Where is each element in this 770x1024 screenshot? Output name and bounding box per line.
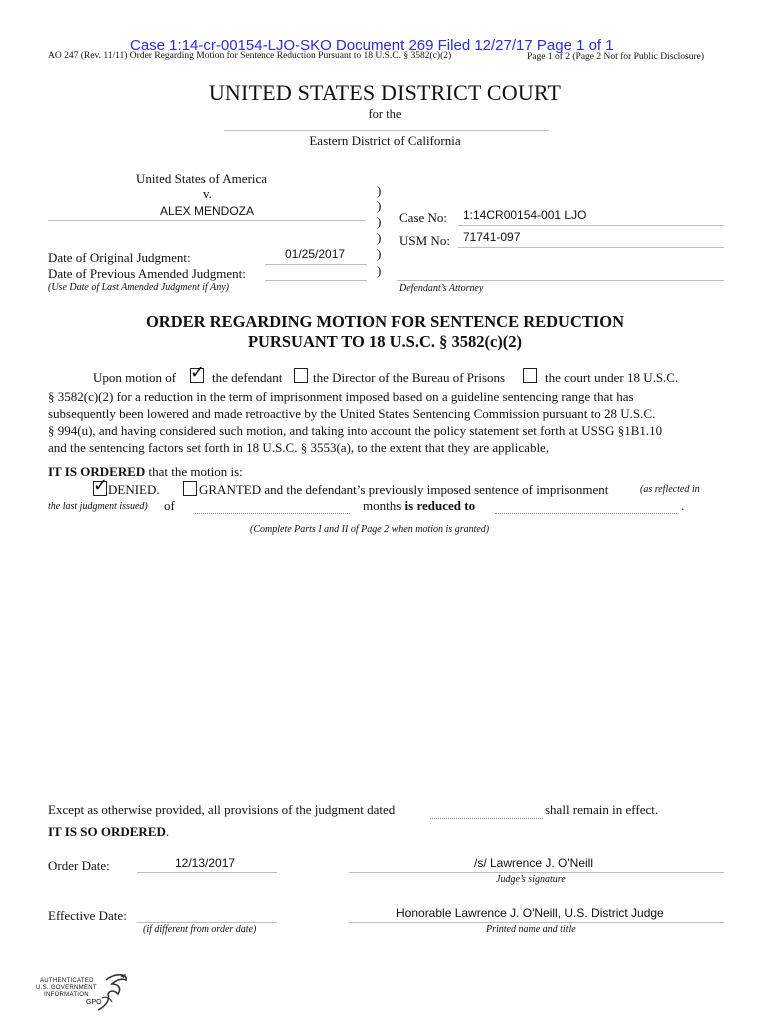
ordered-rest: that the motion is: bbox=[148, 464, 243, 479]
effective-note: (if different from order date) bbox=[143, 924, 257, 935]
except-text: Except as otherwise provided, all provisions of the judgment dated bbox=[48, 802, 396, 817]
orig-judgment-date[interactable]: 01/25/2017 bbox=[285, 247, 346, 261]
gpo-line3: INFORMATION bbox=[44, 992, 89, 998]
granted-checkbox[interactable] bbox=[183, 481, 197, 496]
order-period: . bbox=[681, 498, 685, 513]
signature-field[interactable]: /s/ Lawrence J. O'Neill bbox=[474, 856, 593, 870]
printed-name-label: Printed name and title bbox=[486, 924, 576, 935]
usm-no-rule bbox=[458, 247, 724, 248]
opt-court: the court under 18 U.S.C. bbox=[545, 370, 679, 385]
check-icon: ✓ bbox=[190, 362, 206, 383]
it-is-ordered bbox=[48, 464, 243, 480]
district-rule bbox=[224, 130, 549, 131]
order-date-label: Order Date: bbox=[48, 858, 110, 873]
effective-date-rule bbox=[137, 922, 277, 923]
of-word: of bbox=[164, 498, 175, 513]
paren: ) bbox=[377, 214, 382, 229]
signature-rule bbox=[349, 872, 724, 873]
plaintiff: United States of America bbox=[136, 171, 268, 186]
gpo-logo bbox=[36, 970, 136, 1015]
opt-bop: the Director of the Bureau of Prisons bbox=[313, 370, 506, 385]
remain-text: shall remain in effect. bbox=[545, 802, 659, 817]
paren: ) bbox=[377, 198, 382, 213]
form-id: AO 247 (Rev. 11/11) Order Regarding Motion for Sentence Reduction Pursuant to 18 U.S.C. § 3582(c)(2) bbox=[48, 51, 452, 61]
printed-name-field[interactable]: Honorable Lawrence J. O'Neill, U.S. District Judge bbox=[396, 906, 664, 920]
order-heading-line1: ORDER REGARDING MOTION FOR SENTENCE REDUCTION bbox=[145, 312, 625, 331]
versus: v. bbox=[203, 186, 212, 201]
court-checkbox[interactable] bbox=[523, 368, 537, 383]
motion-line-3: subsequently been lowered and made retroactive by the United States Sentencing Commission pursuant to 28 U.S.C. bbox=[48, 406, 656, 421]
order-date-rule bbox=[137, 872, 277, 873]
filing-stamp: Case 1:14-cr-00154-LJO-SKO Document 269 Filed 12/27/17 Page 1 of 1 bbox=[130, 37, 614, 54]
last-judgment: the last judgment issued) bbox=[48, 501, 148, 512]
district-name: Eastern District of California bbox=[309, 133, 461, 148]
ordered-bold: IT IS ORDERED bbox=[48, 464, 146, 479]
judgment-dated-rule bbox=[430, 818, 543, 819]
page-info: Page 1 of 2 (Page 2 Not for Public Disclosure) bbox=[527, 52, 705, 62]
check-icon: ✓ bbox=[93, 475, 109, 496]
court-title: UNITED STATES DISTRICT COURT bbox=[208, 80, 562, 105]
paren: ) bbox=[377, 246, 382, 261]
prev-amended-label: Date of Previous Amended Judgment: bbox=[48, 266, 246, 281]
paren: ) bbox=[377, 183, 382, 198]
so-ordered bbox=[48, 824, 169, 840]
so-ordered-bold: IT IS SO ORDERED bbox=[48, 824, 166, 839]
case-no-rule bbox=[458, 225, 724, 226]
order-heading-line2: PURSUANT TO 18 U.S.C. § 3582(c)(2) bbox=[247, 332, 523, 351]
motion-line-2: § 3582(c)(2) for a reduction in the term of imprisonment imposed based on a guideline sentencing range that has bbox=[48, 389, 634, 404]
case-no-label: Case No: bbox=[399, 210, 448, 225]
defendant-checkbox[interactable] bbox=[190, 362, 206, 383]
attorney-rule bbox=[397, 280, 724, 281]
defendant-rule bbox=[48, 220, 366, 221]
effective-date-label: Effective Date: bbox=[48, 908, 127, 923]
attorney-label: Defendant’s Attorney bbox=[399, 283, 484, 294]
months-label bbox=[363, 498, 475, 514]
for-the: for the bbox=[368, 107, 402, 121]
prev-amended-note: (Use Date of Last Amended Judgment if Any) bbox=[48, 282, 229, 293]
bop-checkbox[interactable] bbox=[294, 368, 308, 383]
usm-no-label: USM No: bbox=[399, 233, 450, 248]
orig-judgment-rule bbox=[265, 264, 367, 265]
gpo-line4: GPO bbox=[86, 999, 102, 1006]
printed-name-rule bbox=[349, 922, 724, 923]
motion-line-4: § 994(u), and having considered such motion, and taking into account the policy statement set forth at USSG §1B1.10 bbox=[48, 423, 663, 438]
denied-checkbox[interactable] bbox=[93, 475, 109, 496]
granted-label: GRANTED and the defendant’s previously imposed sentence of imprisonment bbox=[199, 482, 609, 497]
prev-amended-rule bbox=[265, 280, 367, 281]
usm-no-field[interactable]: 71741-097 bbox=[463, 230, 521, 244]
gpo-line2: U.S. GOVERNMENT bbox=[36, 985, 97, 991]
motion-intro: Upon motion of bbox=[93, 370, 177, 385]
so-ordered-period: . bbox=[165, 824, 170, 839]
opt-defendant: the defendant bbox=[212, 370, 283, 385]
case-no-field[interactable]: 1:14CR00154-001 LJO bbox=[463, 208, 587, 222]
paren: ) bbox=[377, 230, 382, 245]
motion-line-5: and the sentencing factors set forth in 18 U.S.C. § 3553(a), to the extent that they are applicable, bbox=[48, 440, 550, 455]
paren: ) bbox=[377, 263, 382, 278]
gpo-line1: AUTHENTICATED bbox=[40, 978, 94, 984]
order-date-field[interactable]: 12/13/2017 bbox=[175, 856, 236, 870]
defendant-name: ALEX MENDOZA bbox=[160, 204, 255, 218]
original-months-rule bbox=[195, 513, 350, 514]
orig-judgment-label: Date of Original Judgment: bbox=[48, 250, 191, 265]
complete-note: (Complete Parts I and II of Page 2 when motion is granted) bbox=[250, 524, 490, 535]
months-word: months bbox=[363, 498, 402, 513]
signature-label: Judge’s signature bbox=[496, 874, 566, 885]
reduced-months-rule bbox=[495, 513, 677, 514]
denied-label: DENIED. bbox=[108, 482, 160, 497]
reduced-to: is reduced to bbox=[404, 498, 476, 513]
as-reflected: (as reflected in bbox=[640, 484, 700, 495]
